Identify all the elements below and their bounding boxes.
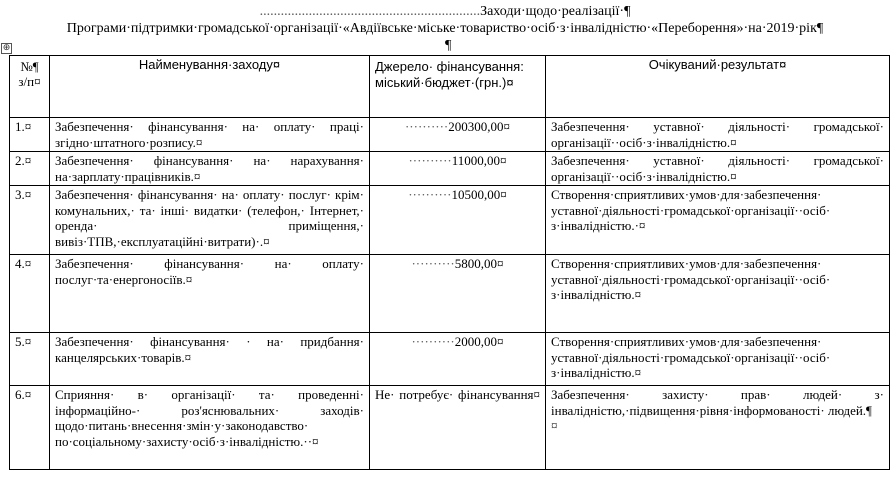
row-amount: ··········2000,00¤: [370, 333, 546, 386]
row-amount: ··········5800,00¤: [370, 255, 546, 333]
measures-table: [9, 55, 890, 470]
table-header-row: [10, 56, 890, 118]
row-amount: ··········11000,00¤: [370, 152, 546, 186]
row-result: Забезпечення· уставної· діяльності· громадської· організації··осіб·з·інвалідністю.¤: [546, 152, 890, 186]
row-num: 2.¤: [10, 152, 50, 186]
document-title-line1: ...............................................................Заходи·щодо·реалізації·¶: [259, 4, 631, 19]
table-move-handle-icon[interactable]: ⊕: [2, 43, 11, 53]
document-title-line2: Програми·підтримки·громадської·організації·«Авдіївське·міське·товариство·осіб·з·інвалідністю·«Переборення»·на·2019·рік¶: [66, 21, 824, 36]
row-amount: ··········10500,00¤: [370, 186, 546, 255]
row-num: 3.¤: [10, 186, 50, 255]
table-row: [10, 118, 890, 152]
row-result: Забезпечення· уставної· діяльності· громадської· організації··осіб·з·інвалідністю.¤: [546, 118, 890, 152]
table-row: [10, 152, 890, 186]
table-row: [10, 333, 890, 386]
row-result: Створення·сприятливих·умов·для·забезпечення· уставної·діяльності·громадської·організації··осіб· з·інвалідністю.¤: [546, 255, 890, 333]
row-num: 4.¤: [10, 255, 50, 333]
row-num: 1.¤: [10, 118, 50, 152]
header-result: Очікуваний·результат¤: [546, 56, 890, 118]
header-num: №¶ з/п¤: [10, 56, 50, 118]
row-name: Сприяння· в· організації· та· проведенні· інформаційно-· роз'яснювальних· заходів· щодо·питань·внесення·змін·у·законодавство· по·соціальному·захисту·осіб·з·інвалідністю.··¤: [50, 386, 370, 470]
row-name: Забезпечення· фінансування· на· оплату· праці· згідно·штатного·розпису.¤: [50, 118, 370, 152]
row-source-text: Не· потребує· фінансування¤: [370, 386, 546, 470]
empty-paragraph-mark: ¶: [445, 38, 452, 53]
row-result: Створення·сприятливих·умов·для·забезпечення· уставної·діяльності·громадської·організації··осіб· з·інвалідністю.¤: [546, 333, 890, 386]
row-name: Забезпечення· фінансування· · на· придбання· канцелярських·товарів.¤: [50, 333, 370, 386]
table-row: [10, 255, 890, 333]
row-result: Забезпечення· захисту· прав· людей· з· інвалідністю,·підвищення·рівня·інформованості· людей.¶ ¤: [546, 386, 890, 470]
table-row: [10, 186, 890, 255]
row-name: Забезпечення· фінансування· на· оплату· послуг·та·енергоносіїв.¤: [50, 255, 370, 333]
row-amount: ··········200300,00¤: [370, 118, 546, 152]
table-row: [10, 386, 890, 470]
leader-dots: ...............................................................: [259, 4, 481, 19]
row-num: 5.¤: [10, 333, 50, 386]
row-name: Забезпечення· фінансування· на· оплату· послуг· крім· комунальних,· та· інші· видатки· (телефон,· Інтернет,· оренда· приміщення,· вивіз·ТПВ,·експлуатаційні·витрати)·.¤: [50, 186, 370, 255]
row-result: Створення·сприятливих·умов·для·забезпечення· уставної·діяльності·громадської·організації··осіб· з·інвалідністю.·¤: [546, 186, 890, 255]
row-num: 6.¤: [10, 386, 50, 470]
header-source: Джерело· фінансування: міський·бюджет·(грн.)¤: [370, 56, 546, 118]
header-name: Найменування·заходу¤: [50, 56, 370, 118]
row-name: Забезпечення· фінансування· на· нарахування· на·зарплату·працівників.¤: [50, 152, 370, 186]
